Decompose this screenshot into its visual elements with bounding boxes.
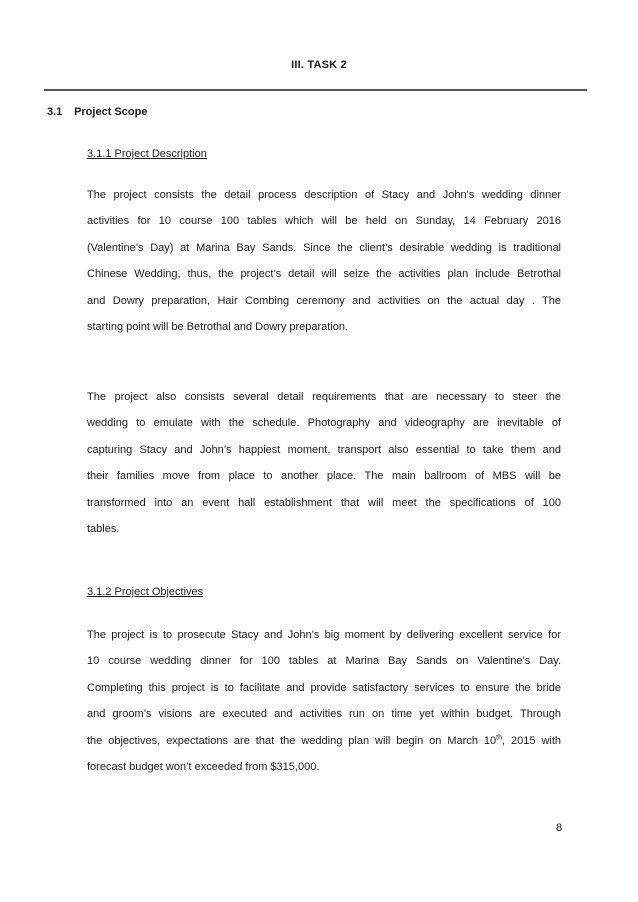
section-heading — [47, 106, 147, 118]
page-number: 8 — [556, 822, 563, 834]
paragraph-project-objectives — [87, 622, 561, 780]
text-line: starting point will be Betrothal and Dowry preparation. — [87, 320, 349, 333]
text-line: capturing Stacy and John’s happiest moment, transport also essential to take them and — [87, 443, 561, 456]
task-heading: III. TASK 2 — [291, 59, 347, 71]
text-line: forecast budget won’t exceeded from $315,000. — [87, 760, 320, 773]
text-line: The project consists the detail process description of Stacy and John’s wedding dinner — [87, 189, 561, 201]
text-line: transformed into an event hall establishment that will meet the specifications of 100 — [87, 496, 561, 509]
text-line: Completing this project is to facilitate and provide satisfactory services to ensure the bride — [87, 681, 561, 694]
text-line: tables. — [87, 522, 120, 535]
horizontal-rule — [44, 89, 587, 91]
superscript: th — [496, 733, 502, 741]
paragraph-requirements — [87, 384, 561, 542]
section-number: 3.1 — [47, 106, 63, 118]
text-line: The project is to prosecute Stacy and John’s big moment by delivering excellent service for — [87, 629, 561, 641]
paragraph-project-description — [87, 182, 561, 340]
text-line: (Valentine’s Day) at Marina Bay Sands. Since the client’s desirable wedding is traditional — [87, 241, 561, 254]
text-line: their families move from place to another place. The main ballroom of MBS will be — [87, 470, 561, 483]
text-line — [87, 728, 561, 754]
text-segment: , 2015 with — [501, 734, 562, 747]
text-line: The project also consists several detail requirements that are necessary to steer the — [87, 391, 561, 403]
text-line: and Dowry preparation, Hair Combing ceremony and activities on the actual day . The — [87, 294, 561, 307]
text-line: activities for 10 course 100 tables which will be held on Sunday, 14 February 2016 — [87, 215, 561, 228]
text-line: 10 course wedding dinner for 100 tables at Marina Bay Sands on Valentine’s Day. — [87, 655, 561, 668]
text-line: and groom’s visions are executed and activities run on time yet within budget. Through — [87, 708, 561, 721]
subheading-project-description: 3.1.1 Project Description — [87, 148, 207, 160]
text-line: Chinese Wedding, thus, the project’s detail will seize the activities plan include Betrothal — [87, 268, 561, 281]
section-title: Project Scope — [74, 106, 148, 118]
subheading-project-objectives: 3.1.2 Project Objectives — [87, 586, 204, 598]
text-line: wedding to emulate with the schedule. Photography and videography are inevitable of — [87, 417, 561, 430]
text-segment: the objectives, expectations are that the wedding plan will begin on March 10 — [87, 734, 497, 747]
